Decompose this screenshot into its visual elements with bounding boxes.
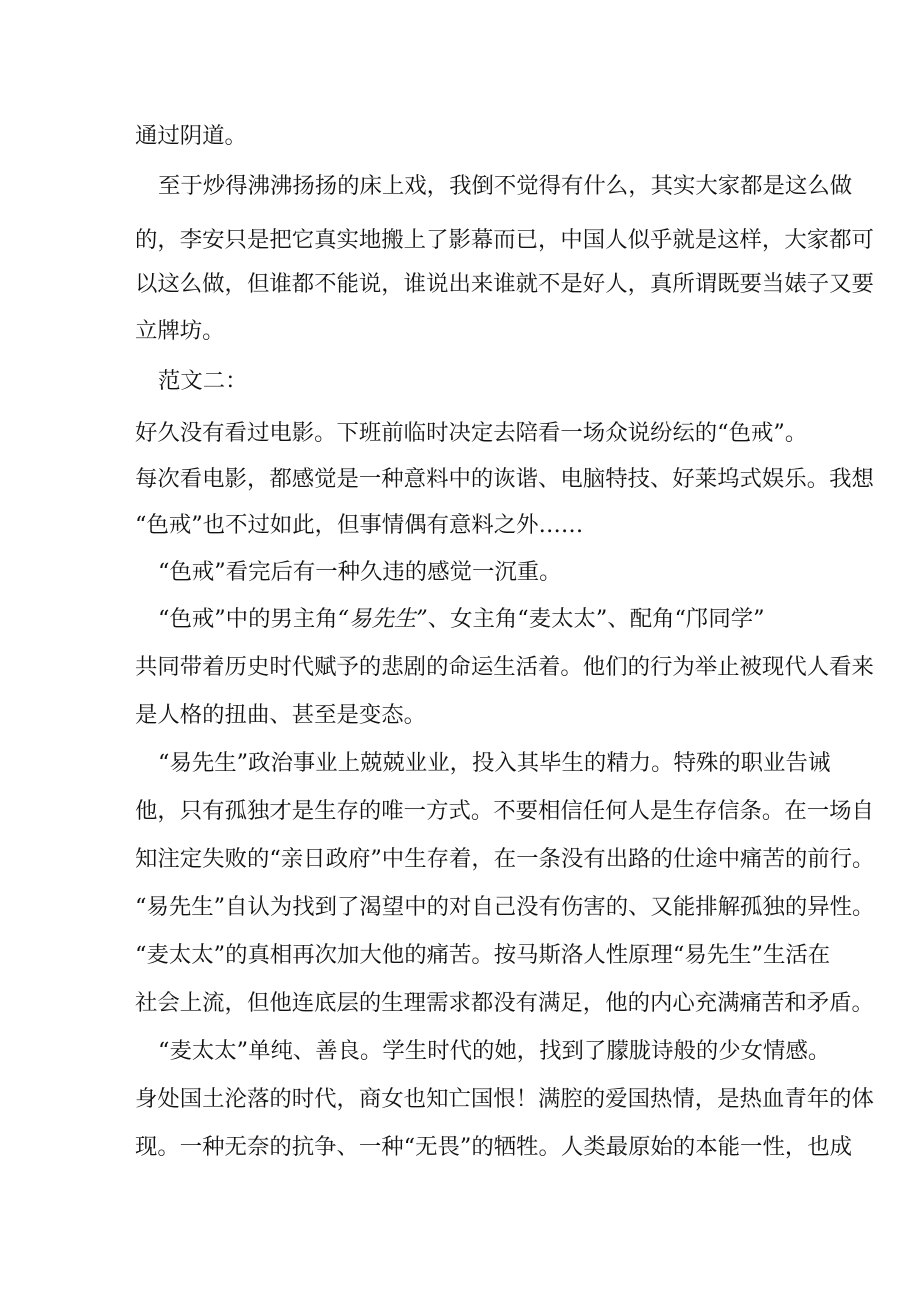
text-line: 以这么做，但谁都不能说，谁说出来谁就不是好人，真所谓既要当婊子又要 <box>135 271 874 297</box>
text-line: “麦太太”的真相再次加大他的痛苦。按马斯洛人性原理“易先生”生活在 <box>135 942 831 968</box>
text-span: “色戒”中的男主角 <box>158 606 338 632</box>
text-line: 立牌坊。 <box>135 318 225 344</box>
text-line: 现。一种无奈的抗争、一种“无畏”的牺牲。人类最原始的本能一性，也成 <box>135 1134 853 1160</box>
text-line: “易先生”政治事业上兢兢业业，投入其毕生的精力。特殊的职业告诫 <box>158 750 831 776</box>
text-line: 社会上流，但他连底层的生理需求都没有满足，他的内心充满痛苦和矛盾。 <box>135 990 874 1016</box>
text-line: “麦太太”单纯、善良。学生时代的她，找到了朦胧诗般的少女情感。 <box>158 1038 831 1064</box>
text-line <box>0 602 920 636</box>
text-line: 他，只有孤独才是生存的唯一方式。不要相信任何人是生存信条。在一场自 <box>135 798 874 824</box>
italic-text-span: “易先生” <box>337 606 428 632</box>
text-line: 通过阴道。 <box>135 123 247 149</box>
text-line: 知注定失败的“亲日政府”中生存着，在一条没有出路的仕途中痛苦的前行。 <box>135 846 875 872</box>
text-line: “易先生”自认为找到了渴望中的对自己没有伤害的、又能排解孤独的异性。 <box>135 894 875 920</box>
text-line: “色戒”看完后有一种久违的感觉一沉重。 <box>158 559 562 585</box>
text-line: “色戒”也不过如此，但事情偶有意料之外…… <box>135 512 584 538</box>
text-line: 是人格的扭曲、甚至是变态。 <box>135 702 427 728</box>
text-line: 至于炒得沸沸扬扬的床上戏，我倒不觉得有什么，其实大家都是这么做 <box>158 173 853 199</box>
text-span: 、女主角“麦太太”、配角“邝同学” <box>427 606 765 632</box>
section-heading: 范文二： <box>158 368 248 394</box>
text-line: 共同带着历史时代赋予的悲剧的命运生活着。他们的行为举止被现代人看来 <box>135 654 874 680</box>
text-line: 的，李安只是把它真实地搬上了影幕而已，中国人似乎就是这样，大家都可 <box>135 227 874 253</box>
text-line: 好久没有看过电影。下班前临时决定去陪看一场众说纷纭的“色戒”。 <box>135 420 808 446</box>
text-line: 每次看电影，都感觉是一种意料中的诙谐、电脑特技、好莱坞式娱乐。我想 <box>135 466 874 492</box>
text-line: 身处国土沦落的时代，商女也知亡国恨！满腔的爱国热情，是热血青年的体 <box>135 1086 874 1112</box>
